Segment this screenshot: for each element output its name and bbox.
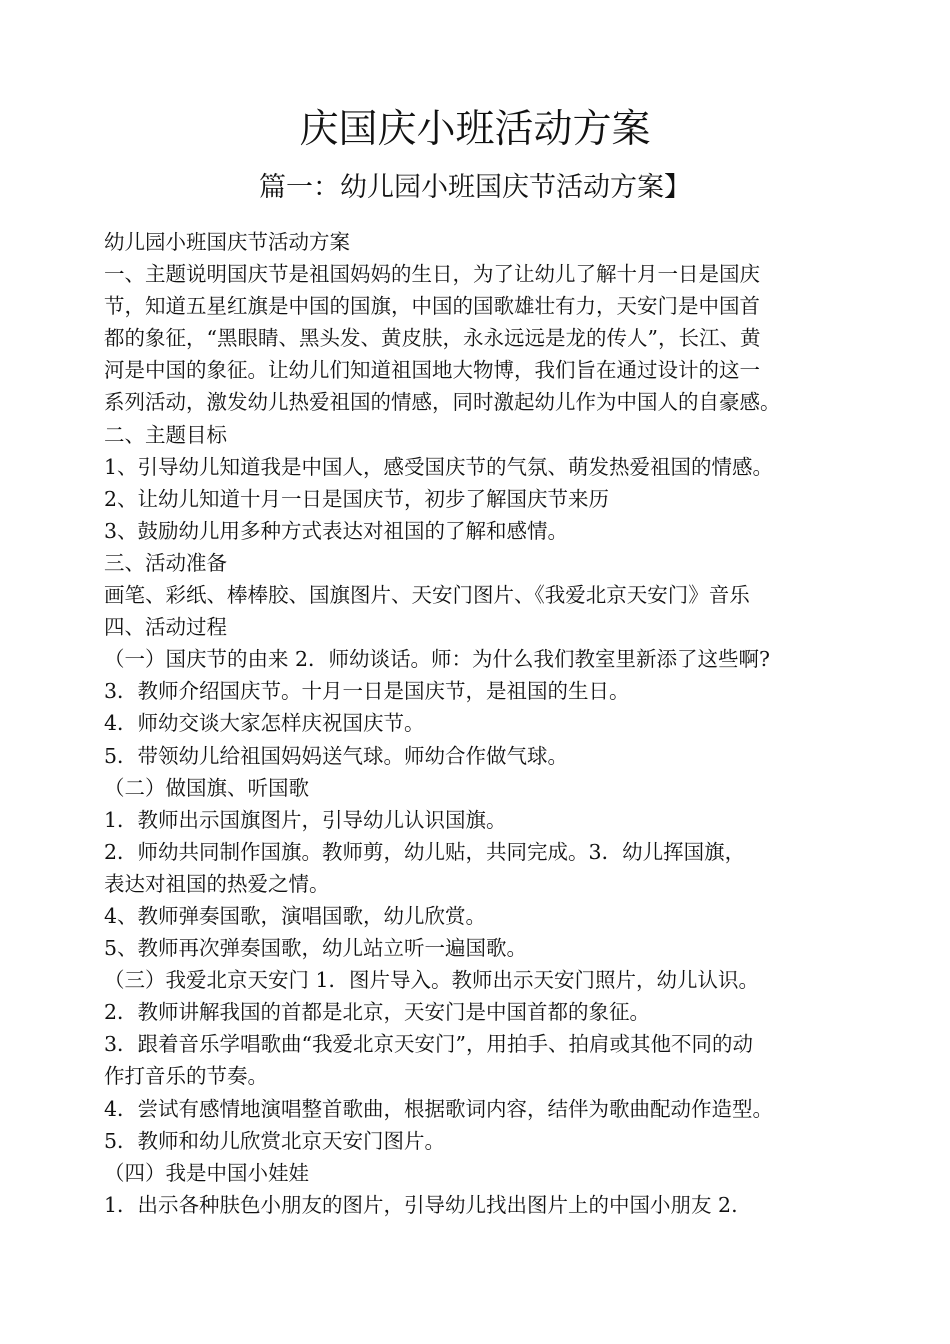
body-line: 幼儿园小班国庆节活动方案 — [104, 230, 350, 254]
body-line: 2、让幼儿知道十月一日是国庆节，初步了解国庆节来历 — [104, 486, 610, 511]
body-line: 4．尝试有感情地演唱整首歌曲，根据歌词内容，结伴为歌曲配动作造型。 — [104, 1096, 774, 1121]
body-line: 3、鼓励幼儿用多种方式表达对祖国的了解和感情。 — [104, 518, 569, 543]
body-line: 2．师幼共同制作国旗。教师剪，幼儿贴，共同完成。3．幼儿挥国旗， — [104, 839, 746, 864]
body-line: 系列活动，激发幼儿热爱祖国的情感，同时激起幼儿作为中国人的自豪感。 — [104, 390, 781, 415]
body-line: 都的象征，“黑眼睛、黑头发、黄皮肤，永永远远是龙的传人”，长江、黄 — [104, 326, 761, 351]
body-line: 4、教师弹奏国歌，演唱国歌，幼儿欣赏。 — [104, 903, 487, 928]
body-line: 5．带领幼儿给祖国妈妈送气球。师幼合作做气球。 — [104, 743, 569, 768]
body-line: （四）我是中国小娃娃 — [104, 1160, 309, 1185]
body-line: 1、引导幼儿知道我是中国人，感受国庆节的气氛、萌发热爱祖国的情感。 — [104, 454, 774, 479]
body-line: 5、教师再次弹奏国歌，幼儿站立听一遍国歌。 — [104, 936, 528, 961]
body-line: 表达对祖国的热爱之情。 — [104, 871, 330, 896]
section-heading: 二、主题目标 — [104, 422, 227, 447]
body-line: 1．教师出示国旗图片，引导幼儿认识国旗。 — [104, 807, 507, 832]
document-title: 庆国庆小班活动方案 — [299, 107, 651, 152]
body-line: 3．教师介绍国庆节。十月一日是国庆节，是祖国的生日。 — [104, 679, 630, 704]
document-subtitle: 篇一：幼儿园小班国庆节活动方案】 — [259, 172, 691, 203]
section-heading: 四、活动过程 — [104, 615, 227, 640]
body-line: 画笔、彩纸、棒棒胶、国旗图片、天安门图片、《我爱北京天安门》音乐 — [104, 583, 750, 608]
body-line: （二）做国旗、听国歌 — [104, 775, 309, 800]
body-line: 一、主题说明国庆节是祖国妈妈的生日，为了让幼儿了解十月一日是国庆 — [104, 262, 760, 287]
document-body — [104, 226, 874, 1221]
body-line: 3．跟着音乐学唱歌曲“我爱北京天安门”，用拍手、拍肩或其他不同的动 — [104, 1032, 754, 1057]
body-line: 4．师幼交谈大家怎样庆祝国庆节。 — [104, 711, 425, 736]
body-line: 5．教师和幼儿欣赏北京天安门图片。 — [104, 1128, 446, 1153]
body-line: 河是中国的象征。让幼儿们知道祖国地大物博，我们旨在通过设计的这一 — [104, 358, 760, 383]
section-heading: 三、活动准备 — [104, 550, 227, 575]
body-line: 1．出示各种肤色小朋友的图片，引导幼儿找出图片上的中国小朋友 2. — [104, 1192, 738, 1217]
body-line: 作打音乐的节奏。 — [104, 1064, 268, 1089]
body-line: 节，知道五星红旗是中国的国旗，中国的国歌雄壮有力，天安门是中国首 — [104, 294, 760, 319]
body-line: 2．教师讲解我国的首都是北京，天安门是中国首都的象征。 — [104, 1000, 651, 1025]
body-line: （一）国庆节的由来 2．师幼谈话。师：为什么我们教室里新添了这些啊? — [104, 647, 771, 672]
body-line: （三）我爱北京天安门 1．图片导入。教师出示天安门照片，幼儿认识。 — [104, 968, 760, 993]
